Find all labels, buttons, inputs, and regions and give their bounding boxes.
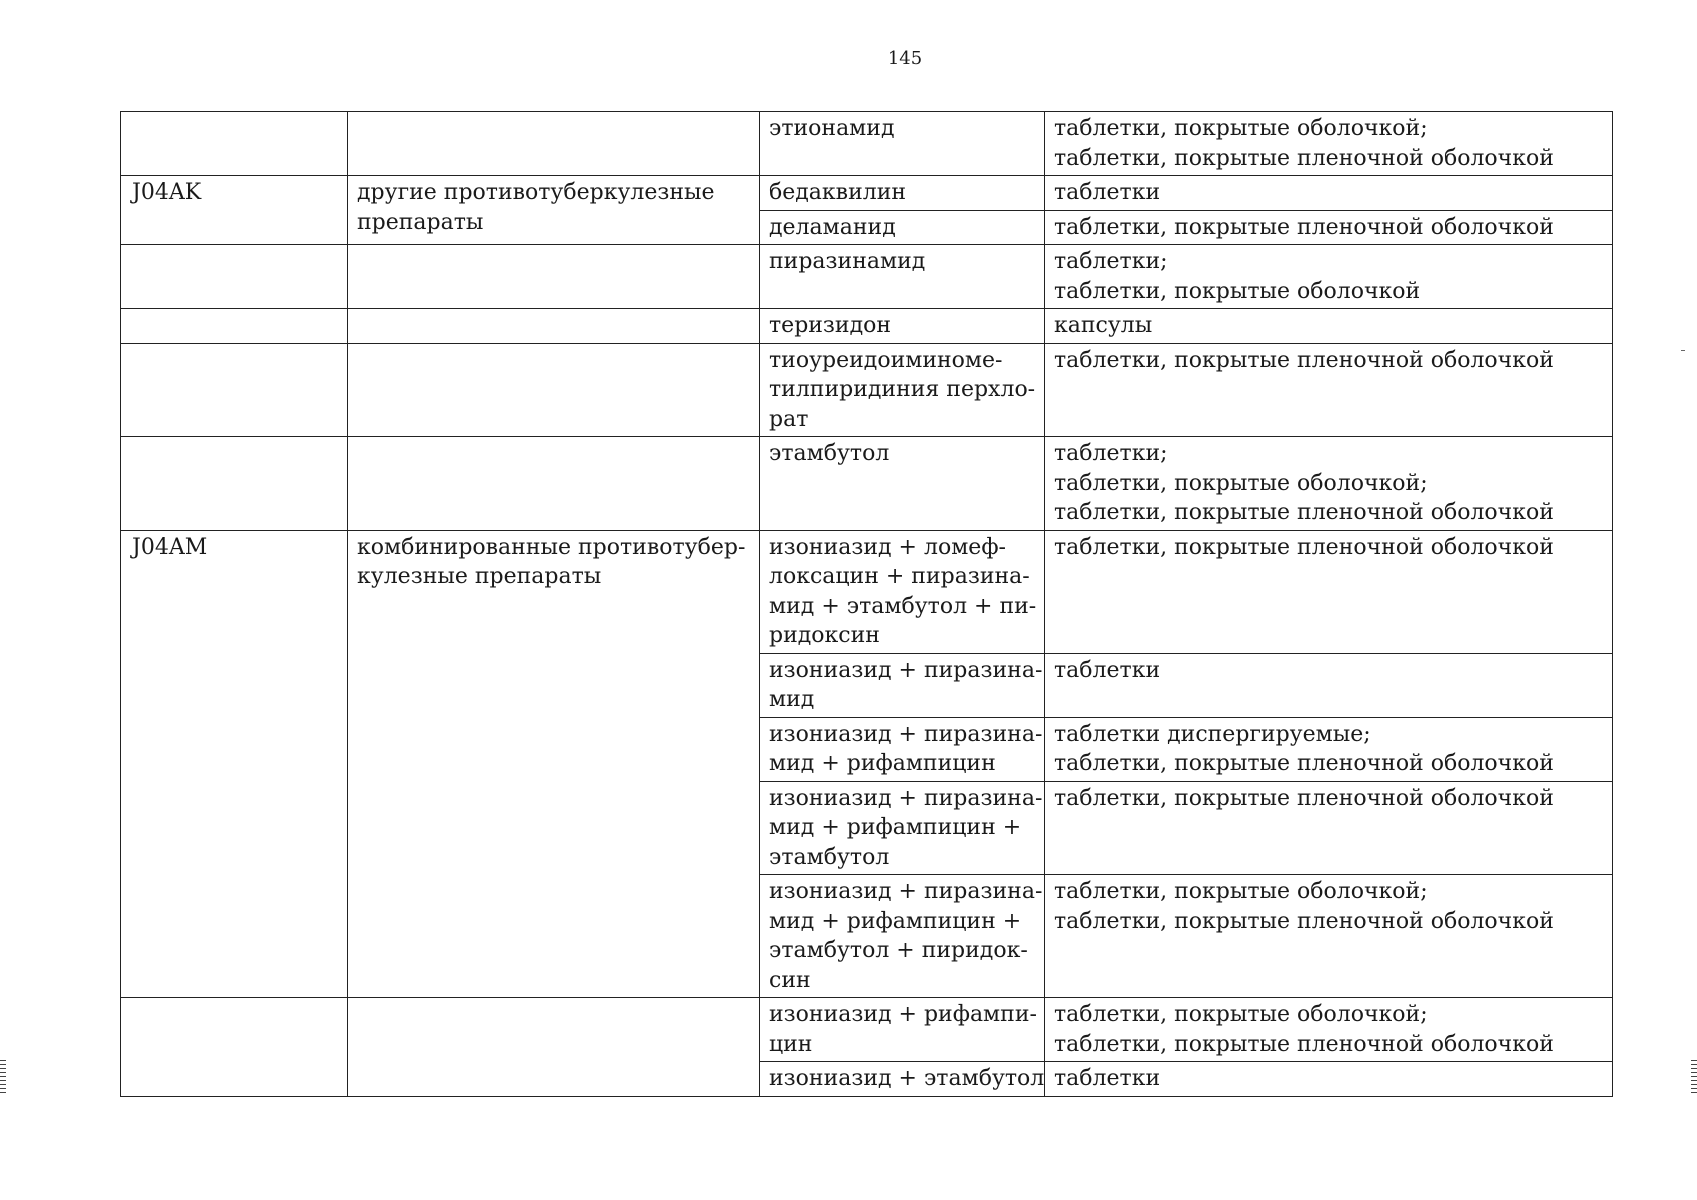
drug-name-line: мид: [769, 687, 815, 712]
drug-name-cell: [760, 1062, 1045, 1097]
dosage-form-line: таблетки, покрытые оболочкой;: [1054, 879, 1428, 904]
page-number: 145: [887, 48, 923, 69]
group-name-line: кулезные препараты: [357, 564, 602, 589]
group-name-cell: [348, 437, 760, 531]
drug-name-line: цин: [769, 1031, 813, 1057]
table-row: [121, 530, 1613, 653]
drug-name-line: мид + рифампицин +: [769, 908, 1022, 934]
atc-code-cell: [121, 530, 348, 998]
group-name-cell: [348, 245, 760, 309]
drug-name-line: этионамид: [769, 116, 895, 141]
dosage-form-line: таблетки, покрытые оболочкой;: [1054, 470, 1428, 496]
table-row: [121, 343, 1613, 437]
drug-name-line: син: [769, 967, 811, 993]
drug-name-line: теризидон: [769, 313, 892, 338]
dosage-form-line: таблетки, покрытые пленочной оболочкой: [1054, 214, 1554, 240]
table-row: [121, 309, 1613, 344]
drug-name-line: пиразинамид: [769, 249, 926, 274]
drug-name-line: изониазид + пиразина-: [769, 721, 1043, 747]
scan-tick-mark: [1681, 350, 1685, 351]
drug-name-line: изониазид + этамбутол: [769, 1066, 1045, 1091]
scan-edge-mark: [0, 1060, 6, 1094]
group-name-cell: [348, 530, 760, 998]
drug-name-cell: [760, 343, 1045, 437]
drug-name-line: изониазид + пиразина-: [769, 657, 1043, 683]
drug-name-line: мид + рифампицин: [769, 751, 996, 776]
drug-name-cell: [760, 437, 1045, 531]
group-name-line: комбинированные противотубер-: [357, 534, 746, 560]
drug-name-line: локсацин + пиразина-: [769, 564, 1030, 589]
drug-name-line: тиоуреидоиминоме-: [769, 347, 1003, 373]
drug-name-line: ридоксин: [769, 623, 880, 648]
drug-name-cell: [760, 309, 1045, 344]
dosage-form-line: таблетки, покрытые пленочной оболочкой: [1054, 145, 1554, 171]
group-name-line: другие противотуберкулезные: [357, 180, 715, 205]
drug-name-line: мид + рифампицин +: [769, 815, 1022, 840]
drug-name-cell: [760, 653, 1045, 717]
drug-name-cell: [760, 112, 1045, 176]
drug-name-line: рат: [769, 406, 809, 432]
atc-code: J04AK: [132, 180, 202, 205]
group-name-cell: [348, 309, 760, 344]
dosage-form-cell: [1045, 309, 1613, 344]
dosage-form-line: капсулы: [1054, 313, 1153, 338]
drug-name-cell: [760, 717, 1045, 781]
dosage-form-line: таблетки: [1054, 1066, 1161, 1091]
dosage-form-line: таблетки, покрытые пленочной оболочкой: [1054, 908, 1554, 934]
dosage-form-cell: [1045, 653, 1613, 717]
drug-name-cell: [760, 998, 1045, 1062]
group-name-cell: [348, 998, 760, 1097]
dosage-form-line: таблетки: [1054, 657, 1161, 683]
drug-name-line: изониазид + пиразина-: [769, 785, 1043, 811]
drug-name-cell: [760, 530, 1045, 653]
dosage-form-cell: [1045, 210, 1613, 245]
drug-name-line: этамбутол: [769, 441, 890, 466]
atc-code-cell: [121, 998, 348, 1097]
dosage-form-cell: [1045, 875, 1613, 998]
drug-name-cell: [760, 781, 1045, 875]
dosage-form-line: таблетки, покрытые пленочной оболочкой: [1054, 347, 1554, 373]
dosage-form-line: таблетки, покрытые пленочной оболочкой: [1054, 1031, 1554, 1057]
atc-code-cell: [121, 176, 348, 245]
drug-name-line: этамбутол: [769, 844, 890, 870]
group-name-cell: [348, 112, 760, 176]
dosage-form-line: таблетки, покрытые оболочкой;: [1054, 1002, 1428, 1027]
drug-name-line: деламанид: [769, 214, 896, 240]
dosage-form-cell: [1045, 530, 1613, 653]
dosage-form-cell: [1045, 717, 1613, 781]
drug-name-line: тилпиридиния перхло-: [769, 377, 1036, 402]
drug-name-line: изониазид + ломеф-: [769, 534, 1006, 560]
dosage-form-line: таблетки, покрытые пленочной оболочкой: [1054, 785, 1554, 811]
drug-name-line: изониазид + пиразина-: [769, 879, 1043, 904]
dosage-form-cell: [1045, 1062, 1613, 1097]
dosage-form-cell: [1045, 437, 1613, 531]
table-row: [121, 176, 1613, 211]
dosage-form-line: таблетки: [1054, 180, 1161, 205]
dosage-form-cell: [1045, 343, 1613, 437]
group-name-line: препараты: [357, 209, 484, 235]
table-row: [121, 998, 1613, 1062]
drug-name-line: бедаквилин: [769, 180, 907, 205]
drug-name-line: этамбутол + пиридок-: [769, 938, 1028, 963]
atc-code-cell: [121, 112, 348, 176]
drug-name-line: изониазид + рифампи-: [769, 1002, 1037, 1027]
group-name-cell: [348, 343, 760, 437]
drug-name-cell: [760, 245, 1045, 309]
dosage-form-line: таблетки, покрытые оболочкой;: [1054, 116, 1428, 141]
dosage-form-line: таблетки диспергируемые;: [1054, 721, 1371, 747]
dosage-form-line: таблетки, покрытые пленочной оболочкой: [1054, 500, 1554, 525]
dosage-form-line: таблетки, покрытые пленочной оболочкой: [1054, 751, 1554, 776]
dosage-form-cell: [1045, 176, 1613, 211]
dosage-form-line: таблетки;: [1054, 441, 1168, 466]
group-name-cell: [348, 176, 760, 245]
scan-edge-mark: [1691, 1060, 1697, 1094]
atc-code-cell: [121, 309, 348, 344]
atc-code: J04AM: [132, 534, 208, 560]
dosage-form-line: таблетки, покрытые пленочной оболочкой: [1054, 534, 1554, 560]
dosage-form-line: таблетки;: [1054, 249, 1168, 274]
dosage-form-cell: [1045, 998, 1613, 1062]
dosage-form-cell: [1045, 112, 1613, 176]
table-row: [121, 112, 1613, 176]
atc-code-cell: [121, 245, 348, 309]
atc-code-cell: [121, 437, 348, 531]
dosage-form-cell: [1045, 245, 1613, 309]
dosage-form-cell: [1045, 781, 1613, 875]
drug-name-cell: [760, 875, 1045, 998]
drug-name-cell: [760, 176, 1045, 211]
drug-table: [120, 111, 1613, 1097]
atc-code-cell: [121, 343, 348, 437]
drug-name-line: мид + этамбутол + пи-: [769, 593, 1037, 619]
table-row: [121, 245, 1613, 309]
drug-name-cell: [760, 210, 1045, 245]
table-row: [121, 437, 1613, 531]
dosage-form-line: таблетки, покрытые оболочкой: [1054, 278, 1421, 304]
